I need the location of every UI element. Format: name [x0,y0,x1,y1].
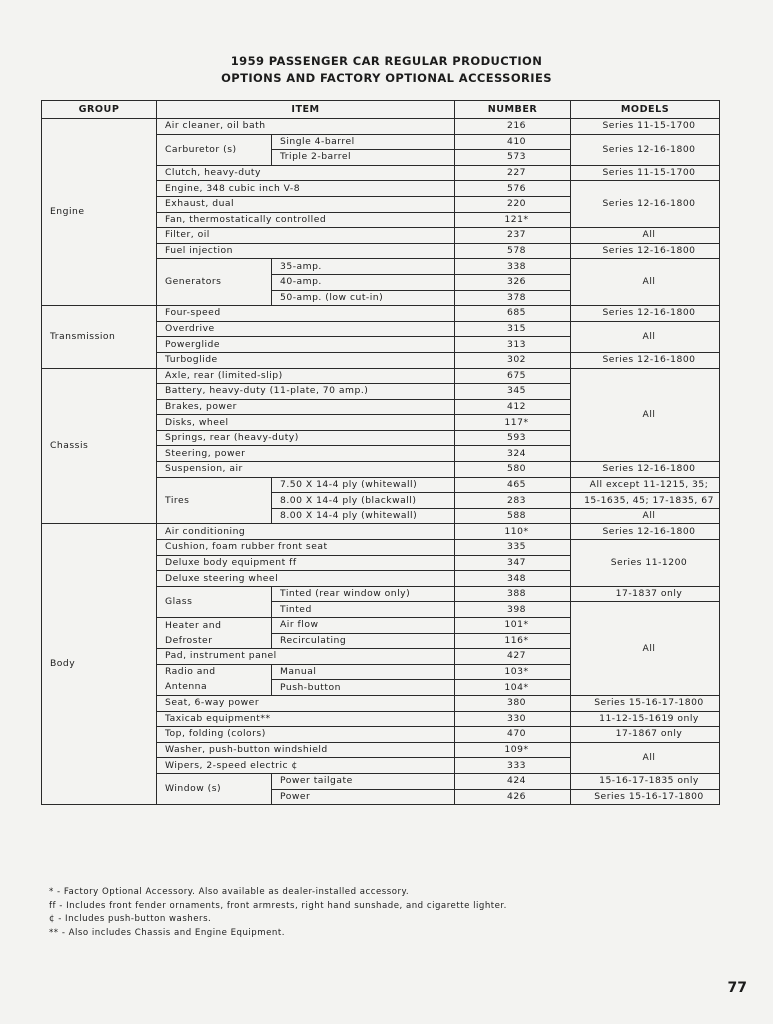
subitem-cell: Single 4-barrel [272,134,455,150]
item-cell: Overdrive [157,321,455,337]
number-cell: 116* [455,633,571,649]
models-cell: Series 12-16-1800 [571,181,720,228]
item-cell: Deluxe body equipment ff [157,555,455,571]
item-cell: Fan, thermostatically controlled [157,212,455,228]
number-cell: 302 [455,352,571,368]
header-number: NUMBER [455,101,571,119]
number-cell: 330 [455,711,571,727]
item-cell: Deluxe steering wheel [157,571,455,587]
models-cell: All [571,228,720,244]
models-cell: Series 12-16-1800 [571,243,720,259]
models-cell: Series 12-16-1800 [571,352,720,368]
models-cell: 11-12-15-1619 only [571,711,720,727]
models-cell: Series 11-15-1700 [571,119,720,135]
number-cell: 410 [455,134,571,150]
item-cell: Axle, rear (limited-slip) [157,368,455,384]
number-cell: 335 [455,540,571,556]
subitem-cell: Recirculating [272,633,455,649]
models-cell: 17-1867 only [571,727,720,743]
subitem-cell: Power tailgate [272,773,455,789]
title-line-2: OPTIONS AND FACTORY OPTIONAL ACCESSORIES [221,71,552,85]
number-cell: 103* [455,664,571,680]
title-line-1: 1959 PASSENGER CAR REGULAR PRODUCTION [230,54,543,68]
subitem-cell: 7.50 X 14-4 ply (whitewall) [272,477,455,493]
number-cell: 109* [455,742,571,758]
table-row [42,524,720,540]
number-cell: 470 [455,727,571,743]
footnotes [49,886,507,940]
page-number: 77 [727,980,747,996]
number-cell: 104* [455,680,571,696]
number-cell: 338 [455,259,571,275]
item-cell: Clutch, heavy-duty [157,165,455,181]
subitem-cell: Triple 2-barrel [272,150,455,166]
number-cell: 101* [455,618,571,634]
number-cell: 675 [455,368,571,384]
table-row [42,306,720,322]
models-cell: All [571,368,720,462]
table-row [42,119,720,135]
number-cell: 576 [455,181,571,197]
number-cell: 588 [455,508,571,524]
number-cell: 380 [455,695,571,711]
number-cell: 378 [455,290,571,306]
subitem-cell: Air flow [272,618,455,634]
number-cell: 427 [455,649,571,665]
number-cell: 573 [455,150,571,166]
item-cell: Springs, rear (heavy-duty) [157,430,455,446]
footnote: * - Factory Optional Accessory. Also available as dealer-installed accessory. [49,887,410,897]
item-cell: Washer, push-button windshield [157,742,455,758]
number-cell: 685 [455,306,571,322]
number-cell: 283 [455,493,571,509]
item-cell: Taxicab equipment** [157,711,455,727]
item-cell: Fuel injection [157,243,455,259]
subitem-cell: 40-amp. [272,274,455,290]
models-cell: All [571,259,720,306]
models-cell: 17-1837 only [571,586,720,602]
models-cell: All [571,508,720,524]
item-cell: Wipers, 2-speed electric ¢ [157,758,455,774]
item-cell: Top, folding (colors) [157,727,455,743]
header-item: ITEM [157,101,455,119]
header-models: MODELS [571,101,720,119]
models-cell: Series 11-15-1700 [571,165,720,181]
item-cell: Air conditioning [157,524,455,540]
number-cell: 117* [455,415,571,431]
footnote: ¢ - Includes push-button washers. [49,914,212,925]
number-cell: 237 [455,228,571,244]
number-cell: 216 [455,119,571,135]
subitem-cell: Power [272,789,455,805]
number-cell: 426 [455,789,571,805]
item-cell: Defroster [157,633,272,649]
item-cell: Glass [157,586,272,617]
footnote: ** - Also includes Chassis and Engine Equipment. [49,927,285,938]
number-cell: 345 [455,384,571,400]
item-cell: Suspension, air [157,462,455,478]
table-row [42,368,720,384]
number-cell: 465 [455,477,571,493]
footnote: ff - Includes front fender ornaments, front armrests, right hand sunshade, and cigarette lighter. [49,900,507,911]
models-cell: Series 12-16-1800 [571,306,720,322]
number-cell: 398 [455,602,571,618]
item-cell: Window (s) [157,773,272,804]
subitem-cell: 35-amp. [272,259,455,275]
header-group: GROUP [42,101,157,119]
number-cell: 578 [455,243,571,259]
page-title [0,53,773,87]
subitem-cell: 8.00 X 14-4 ply (whitewall) [272,508,455,524]
item-cell: Pad, instrument panel [157,649,455,665]
models-cell: Series 15-16-17-1800 [571,789,720,805]
item-cell: Antenna [157,680,272,696]
item-cell: Exhaust, dual [157,196,455,212]
number-cell: 315 [455,321,571,337]
item-cell: Heater and [157,618,272,634]
item-cell: Disks, wheel [157,415,455,431]
item-cell: Radio and [157,664,272,680]
group-chassis: Chassis [42,368,157,524]
models-cell: Series 12-16-1800 [571,134,720,165]
item-cell: Four-speed [157,306,455,322]
models-cell: All except 11-1215, 35; [571,477,720,493]
item-cell: Generators [157,259,272,306]
item-cell: Filter, oil [157,228,455,244]
item-cell: Turboglide [157,352,455,368]
models-cell: All [571,742,720,773]
item-cell: Cushion, foam rubber front seat [157,540,455,556]
item-cell: Carburetor (s) [157,134,272,165]
number-cell: 333 [455,758,571,774]
item-cell: Air cleaner, oil bath [157,119,455,135]
models-cell: All [571,321,720,352]
models-cell: 15-16-17-1835 only [571,773,720,789]
number-cell: 424 [455,773,571,789]
number-cell: 580 [455,462,571,478]
number-cell: 121* [455,212,571,228]
group-engine: Engine [42,119,157,306]
item-cell: Brakes, power [157,399,455,415]
models-cell: All [571,602,720,696]
number-cell: 412 [455,399,571,415]
number-cell: 227 [455,165,571,181]
models-cell: Series 11-1200 [571,540,720,587]
item-cell: Seat, 6-way power [157,695,455,711]
number-cell: 388 [455,586,571,602]
number-cell: 326 [455,274,571,290]
number-cell: 347 [455,555,571,571]
number-cell: 313 [455,337,571,353]
subitem-cell: Tinted (rear window only) [272,586,455,602]
models-cell: 15-1635, 45; 17-1835, 67 [571,493,720,509]
group-transmission: Transmission [42,306,157,368]
number-cell: 324 [455,446,571,462]
options-table [41,100,720,805]
group-body: Body [42,524,157,805]
subitem-cell: Manual [272,664,455,680]
subitem-cell: Tinted [272,602,455,618]
item-cell: Steering, power [157,446,455,462]
item-cell: Engine, 348 cubic inch V-8 [157,181,455,197]
models-cell: Series 12-16-1800 [571,462,720,478]
item-cell: Battery, heavy-duty (11-plate, 70 amp.) [157,384,455,400]
number-cell: 348 [455,571,571,587]
subitem-cell: Push-button [272,680,455,696]
subitem-cell: 50-amp. (low cut-in) [272,290,455,306]
number-cell: 593 [455,430,571,446]
number-cell: 220 [455,196,571,212]
models-cell: Series 15-16-17-1800 [571,695,720,711]
item-cell: Powerglide [157,337,455,353]
item-cell: Tires [157,477,272,524]
header-row [42,101,720,119]
subitem-cell: 8.00 X 14-4 ply (blackwall) [272,493,455,509]
number-cell: 110* [455,524,571,540]
models-cell: Series 12-16-1800 [571,524,720,540]
